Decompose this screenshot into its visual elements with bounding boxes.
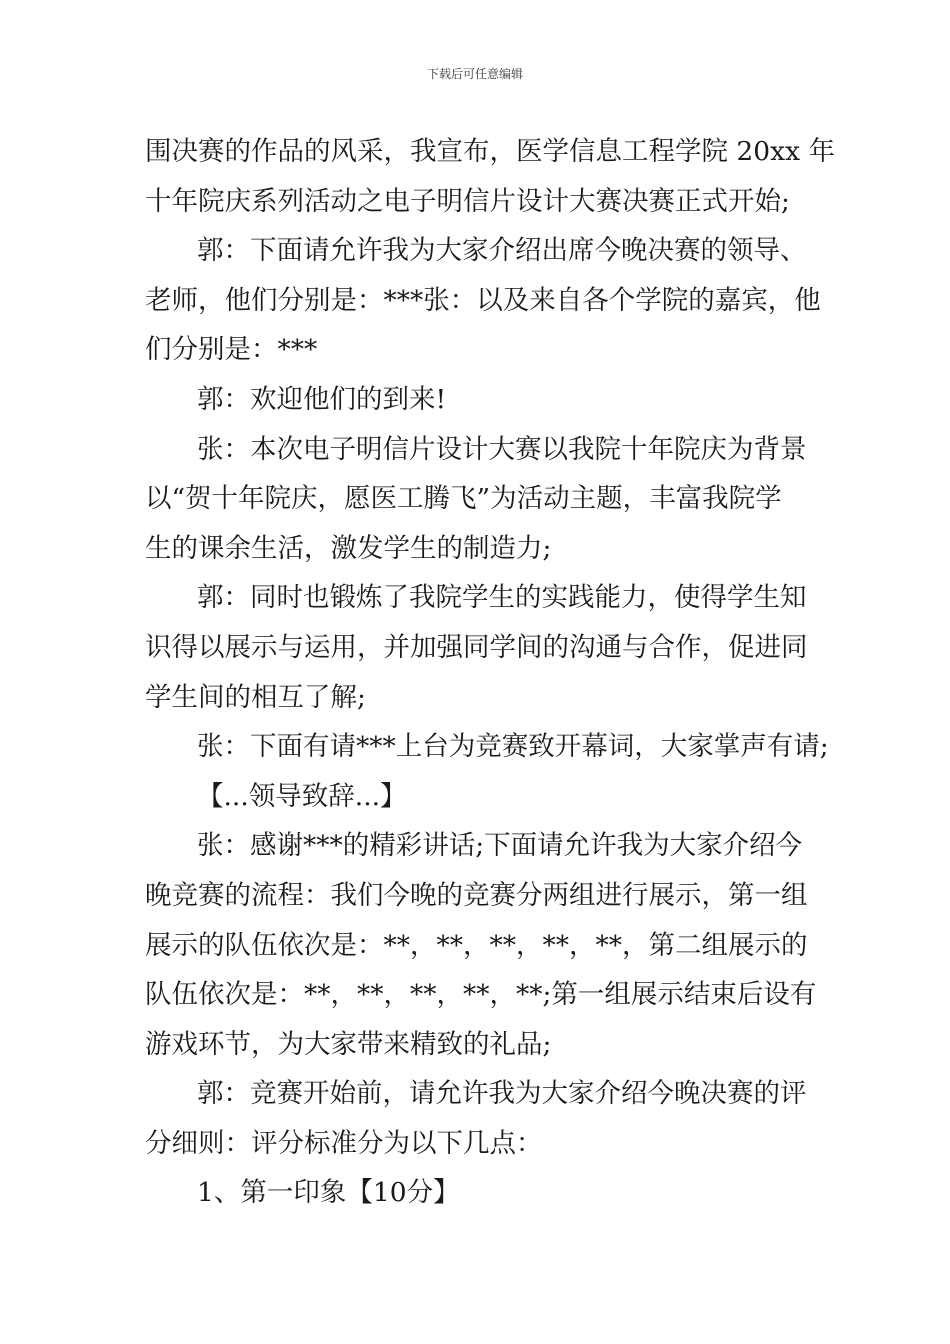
text-line: 识得以展示与运用，并加强同学间的沟通与合作，促进同 xyxy=(145,631,808,663)
text-line: 【...领导致辞...】 xyxy=(197,780,407,812)
text-line: 老师，他们分别是：***张：以及来自各个学院的嘉宾，他 xyxy=(145,284,821,316)
text-line: 生的课余生活，激发学生的制造力; xyxy=(145,532,552,564)
text-line: 张：本次电子明信片设计大赛以我院十年院庆为背景 xyxy=(197,433,807,465)
text-line: 队伍依次是：**，**，**，**，**;第一组展示结束后设有 xyxy=(145,979,817,1011)
text-line: 展示的队伍依次是：**，**，**，**，**，第二组展示的 xyxy=(145,929,808,961)
text-line: 张：感谢***的精彩讲话;下面请允许我为大家介绍今 xyxy=(197,830,803,862)
text-line: 围决赛的作品的风采，我宣布，医学信息工程学院 20xx 年 xyxy=(145,136,835,167)
text-line: 们分别是：*** xyxy=(145,334,318,366)
text-line: 郭：下面请允许我为大家介绍出席今晚决赛的领导、 xyxy=(197,235,807,267)
text-line: 郭：竞赛开始前，请允许我为大家介绍今晚决赛的评 xyxy=(197,1078,807,1110)
text-line: 郭：同时也锻炼了我院学生的实践能力，使得学生知 xyxy=(197,582,807,614)
text-line: 十年院庆系列活动之电子明信片设计大赛决赛正式开始; xyxy=(145,185,790,217)
text-line: 晚竞赛的流程：我们今晚的竞赛分两组进行展示，第一组 xyxy=(145,879,808,911)
document-body xyxy=(145,127,835,1218)
text-line: 张：下面有请***上台为竞赛致开幕词，大家掌声有请; xyxy=(197,731,829,763)
text-line: 1、第一印象【10分】 xyxy=(197,1177,460,1209)
text-line: 学生间的相互了解; xyxy=(145,681,366,713)
text-line: 以“贺十年院庆，愿医工腾飞”为活动主题，丰富我院学 xyxy=(145,483,782,515)
text-line: 游戏环节，为大家带来精致的礼品; xyxy=(145,1028,552,1060)
text-line: 郭：欢迎他们的到来! xyxy=(197,383,447,415)
text-line: 分细则：评分标准分为以下几点： xyxy=(145,1127,543,1159)
page-header: 下载后可任意编辑 xyxy=(426,67,523,81)
